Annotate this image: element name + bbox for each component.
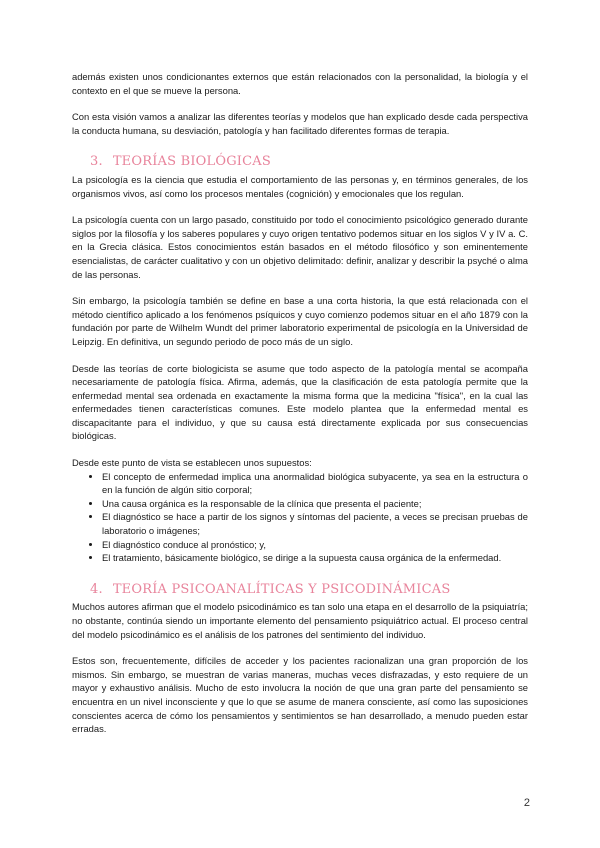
assumptions-list [72, 470, 528, 565]
paragraph: Con esta visión vamos a analizar las diferentes teorías y modelos que han explicado desde cada perspectiva la conducta humana, su desviación, patología y han facilitado diferentes formas de terapia. [72, 111, 528, 136]
list-intro: Desde este punto de vista se establecen unos supuestos: [72, 457, 312, 469]
section-title: TEORÍA PSICOANALÍTICAS Y PSICODINÁMICAS [112, 581, 451, 597]
paragraph: Desde las teorías de corte biologicista se asume que todo aspecto de la patología mental se acompaña necesariamente de patología física. Afirma, además, que la clasificación de esta patología permite que la enfermedad mental sea ordenada en exactamente la misma forma que la medicina "física", en la cual las enfermedades tienen características comunes. Este modelo plantea que la enfermedad mental es discapacitante para el individuo, y que su causa está directamente explicada por sus consecuencias biológicas. [72, 362, 528, 442]
list-item: • El diagnóstico conduce al pronóstico; y, [102, 538, 528, 552]
section-number: 3. [90, 154, 103, 170]
section-heading-4 [72, 583, 528, 597]
paragraph: La psicología es la ciencia que estudia el comportamiento de las personas y, en términos generales, de los organismos vivos, así como los procesos mentales (cognición) y emocionales que los regulan. [72, 173, 528, 199]
section-heading-3 [72, 155, 528, 169]
list-item: • Una causa orgánica es la responsable de la clínica que presenta el paciente; [102, 497, 528, 511]
section-number: 4. [90, 581, 103, 597]
paragraph: La psicología cuenta con un largo pasado, constituido por todo el conocimiento psicológico generado durante siglos por la filosofía y los saberes populares y cuyo origen tentativo podemos situar en los siglos V y IV a. C. en la Grecia clásica. Estos conocimientos están basados en el método filosófico y son eminentemente esencialistas, de carácter cualitativo y con un objetivo delimitado: definir, analizar y describir la psyché o alma de las personas. [72, 214, 528, 280]
paragraph: Estos son, frecuentemente, difíciles de acceder y los pacientes racionalizan una gran proporción de los mismos. Sin embargo, se muestran de varias maneras, muchas veces disfrazadas, y esto requiere de un mayor y exhaustivo análisis. Mucho de esto involucra la noción de que una gran parte del pensamiento se encuentra en un nivel inconsciente y que lo que se asume de manera consciente, así como las suposiciones conscientes acerca de cómo los pensamientos y sentimientos se han desarrollado, a menudo pueden estar erradas. [72, 655, 528, 735]
section-title: TEORÍAS BIOLÓGICAS [112, 154, 271, 170]
page-content [72, 70, 528, 749]
paragraph: además existen unos condicionantes externos que están relacionados con la personalidad, la biología y el contexto en el que se mueve la persona. [72, 71, 528, 96]
list-item: • El tratamiento, básicamente biológico, se dirige a la supuesta causa orgánica de la enfermedad. [102, 551, 528, 565]
list-item: • El diagnóstico se hace a partir de los signos y síntomas del paciente, a veces se precisan pruebas de laboratorio o imágenes; [102, 510, 528, 537]
paragraph: Sin embargo, la psicología también se define en base a una corta historia, la que está relacionada con el método científico aplicado a los fenómenos psíquicos y cuyo comienzo podemos situar en el año 1879 con la fundación por parte de Wilhelm Wundt del primer laboratorio experimental de psicología en la Universidad de Leipzig. En definitiva, un segundo periodo de poco más de un siglo. [72, 295, 528, 347]
page-number: 2 [523, 797, 530, 809]
paragraph: Muchos autores afirman que el modelo psicodinámico es tan solo una etapa en el desarrollo de la psiquiatría; no obstante, continúa siendo un importante elemento del pensamiento psiquiátrico actual. El proceso central del modelo psicodinámico es el análisis de los patrones del sentimiento del individuo. [72, 601, 528, 640]
list-item: • El concepto de enfermedad implica una anormalidad biológica subyacente, ya sea en la estructura o en la función de algún sitio corporal; [102, 470, 528, 497]
